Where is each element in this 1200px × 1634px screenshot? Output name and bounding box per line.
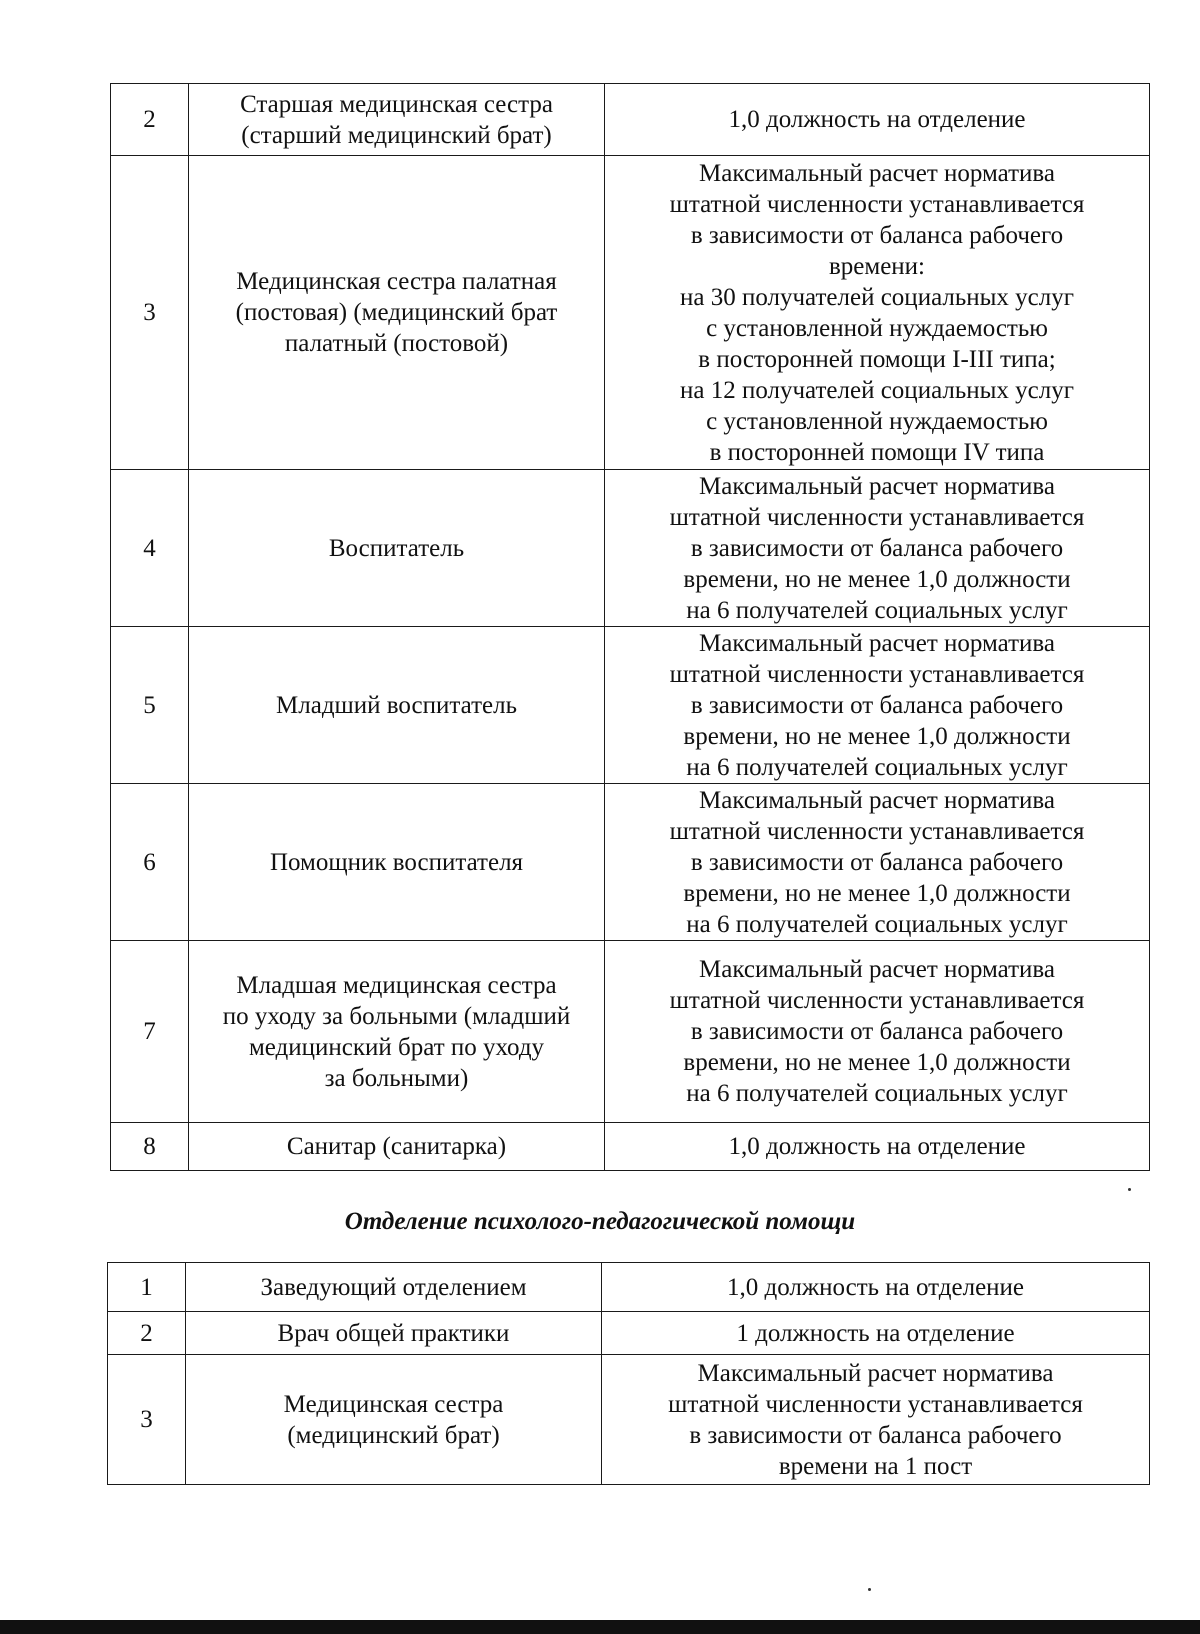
table-row xyxy=(111,1123,1150,1171)
table-row xyxy=(111,627,1150,784)
position-name: Младшая медицинская сестра по уходу за больными (младший медицинский брат по уходу за больными) xyxy=(189,941,605,1123)
table-row xyxy=(111,470,1150,627)
staffing-norm: Максимальный расчет норматива штатной численности устанавливается в зависимости от баланса рабочего времени, но не менее 1,0 должности на 6 получателей социальных услуг xyxy=(605,784,1150,941)
row-number: 1 xyxy=(108,1263,186,1312)
staffing-norm: Максимальный расчет норматива штатной численности устанавливается в зависимости от баланса рабочего времени на 1 пост xyxy=(602,1355,1150,1485)
row-number: 8 xyxy=(111,1123,189,1171)
staffing-norm: 1,0 должность на отделение xyxy=(602,1263,1150,1312)
position-name: Врач общей практики xyxy=(186,1312,602,1355)
row-number: 6 xyxy=(111,784,189,941)
table-row xyxy=(108,1263,1150,1312)
staffing-norm: Максимальный расчет норматива штатной численности устанавливается в зависимости от баланса рабочего времени: на 30 получателей социальных услуг с установленной нуждаемостью в посторонней помощи I-III типа; на 12 получателей социальных услуг с установленной нуждаемостью в посторонней помощи IV типа xyxy=(605,156,1150,470)
staffing-norm: 1 должность на отделение xyxy=(602,1312,1150,1355)
table-row xyxy=(108,1312,1150,1355)
table-row xyxy=(111,84,1150,156)
position-name: Заведующий отделением xyxy=(186,1263,602,1312)
row-number: 4 xyxy=(111,470,189,627)
position-name: Старшая медицинская сестра (старший медицинский брат) xyxy=(189,84,605,156)
staffing-norm: Максимальный расчет норматива штатной численности устанавливается в зависимости от баланса рабочего времени, но не менее 1,0 должности на 6 получателей социальных услуг xyxy=(605,470,1150,627)
table-row xyxy=(111,941,1150,1123)
staffing-table-department xyxy=(110,83,1150,1171)
staffing-norm: Максимальный расчет норматива штатной численности устанавливается в зависимости от баланса рабочего времени, но не менее 1,0 должности на 6 получателей социальных услуг xyxy=(605,941,1150,1123)
row-number: 5 xyxy=(111,627,189,784)
position-name: Младший воспитатель xyxy=(189,627,605,784)
position-name: Воспитатель xyxy=(189,470,605,627)
position-name: Помощник воспитателя xyxy=(189,784,605,941)
scan-speck xyxy=(868,1588,871,1591)
row-number: 7 xyxy=(111,941,189,1123)
position-name: Санитар (санитарка) xyxy=(189,1123,605,1171)
scan-speck xyxy=(1128,1188,1131,1191)
staffing-norm: 1,0 должность на отделение xyxy=(605,84,1150,156)
scan-border-band xyxy=(0,1620,1200,1634)
table-row xyxy=(108,1355,1150,1485)
staffing-norm: Максимальный расчет норматива штатной численности устанавливается в зависимости от баланса рабочего времени, но не менее 1,0 должности на 6 получателей социальных услуг xyxy=(605,627,1150,784)
table-row xyxy=(111,784,1150,941)
staffing-table-psych-pedagogical xyxy=(107,1262,1150,1485)
row-number: 3 xyxy=(111,156,189,470)
table-row xyxy=(111,156,1150,470)
position-name: Медицинская сестра палатная (постовая) (медицинский брат палатный (постовой) xyxy=(189,156,605,470)
position-name: Медицинская сестра (медицинский брат) xyxy=(186,1355,602,1485)
row-number: 2 xyxy=(108,1312,186,1355)
section-title: Отделение психолого-педагогической помощи xyxy=(344,1208,856,1235)
row-number: 2 xyxy=(111,84,189,156)
row-number: 3 xyxy=(108,1355,186,1485)
staffing-norm: 1,0 должность на отделение xyxy=(605,1123,1150,1171)
